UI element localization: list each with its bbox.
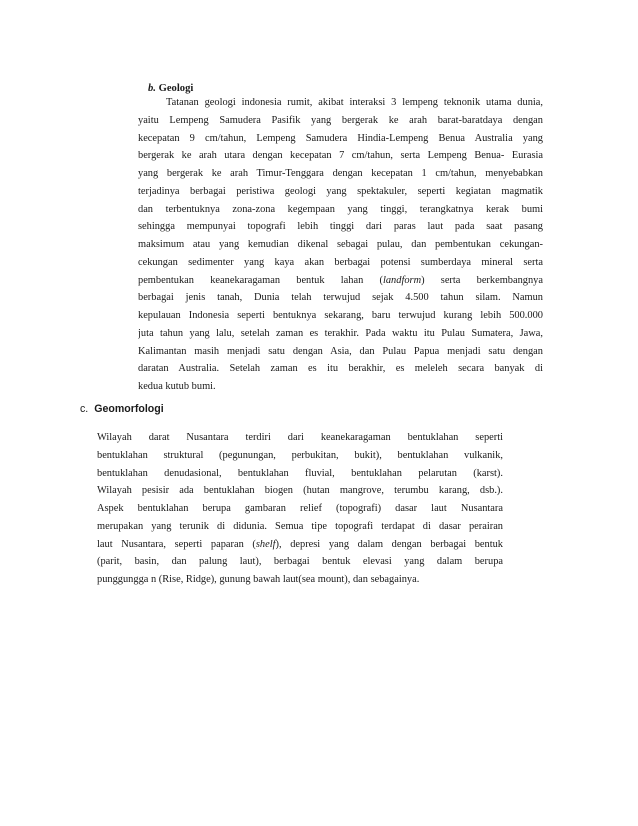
paragraph-line: dan terbentuknya zona-zona kegempaan yang tinggi, terangkatnya kerak bumi: [138, 203, 543, 215]
paragraph-line: Aspek bentuklahan berupa gambaran relief (topografi) dasar laut Nusantara: [97, 503, 503, 514]
paragraph-line: sehingga mempunyai topografi lebih tinggi dari paras laut pada saat pasang: [138, 221, 543, 233]
paragraph-line: Wilayah darat Nusantara terdiri dari keanekaragaman bentuklahan seperti: [97, 432, 503, 443]
section-geomorfologi-heading: [80, 403, 164, 415]
paragraph-line: (parit, basin, dan palung laut), berbagai bentuk elevasi yang dalam berupa: [97, 556, 503, 568]
italic-term: landform: [382, 274, 422, 286]
paragraph-line: daratan Australia. Setelah zaman es itu berakhir, es meleleh secara banyak di: [138, 363, 543, 375]
paragraph-line: punggungga n (Rise, Ridge), gunung bawah laut(sea mount), dan sebagainya.: [97, 574, 420, 585]
paragraph-line: cekungan sedimenter yang kaya akan berbagai potensi sumberdaya mineral serta: [138, 256, 543, 268]
paragraph-line: kepulauan Indonesia seperti bentuknya sekarang, baru terwujud kurang lebih 500.000: [138, 310, 543, 321]
paragraph-line: yang bergerak ke arah Timur-Tenggara dengan kecepatan 1 cm/tahun, menyebabkan: [138, 168, 543, 179]
paragraph-line: yaitu Lempeng Samudera Pasifik yang bergerak ke arah barat-baratdaya dengan: [138, 114, 543, 126]
paragraph-line: berbagai jenis tanah, Dunia telah terwujud sejak 4.500 tahun silam. Namun: [138, 292, 543, 304]
paragraph-line: Kalimantan masih menjadi satu dengan Asia, dan Pulau Papua menjadi satu dengan: [138, 345, 543, 357]
paragraph-line: maksimum atau yang kemudian dikenal sebagai pulau, dan pembentukan cekungan-: [138, 239, 543, 250]
paragraph-line: kecepatan 9 cm/tahun, Lempeng Samudera Hindia-Lempeng Benua Australia yang: [138, 132, 543, 144]
paragraph-line: bentuklahan struktural (pegunungan, perbukitan, bukit), bentuklahan vulkanik,: [97, 449, 503, 461]
section-geomorfologi-letter: c.: [80, 403, 89, 415]
paragraph-line: Tatanan geologi indonesia rumit, akibat interaksi 3 lempeng teknonik utama dunia,: [166, 97, 543, 108]
italic-term: shelf: [255, 538, 276, 550]
section-geologi-letter: b.: [148, 83, 156, 94]
paragraph-line: merupakan yang terunik di didunia. Semua tipe topografi terdapat di dasar perairan: [97, 520, 503, 532]
paragraph-line: pembentukan keanekaragaman bentuk lahan (landform) serta berkembangnya: [138, 274, 543, 286]
paragraph-line: kedua kutub bumi.: [138, 381, 216, 392]
section-geomorfologi-paragraph: [97, 429, 503, 589]
paragraph-line: bentuklahan denudasional, bentuklahan fluvial, bentuklahan pelarutan (karst).: [97, 467, 503, 479]
paragraph-line: laut Nusantara, seperti paparan (shelf), depresi yang dalam dengan berbagai bentuk: [97, 538, 503, 550]
section-geomorfologi-title: Geomorfologi: [94, 403, 164, 415]
section-geologi-title: Geologi: [158, 83, 194, 94]
paragraph-line: bergerak ke arah utara dengan kecepatan 7 cm/tahun, serta Lempeng Benua- Eurasia: [138, 150, 543, 162]
paragraph-line: juta tahun yang lalu, setelah zaman es terakhir. Pada waktu itu Pulau Sumatera, Jawa,: [138, 327, 543, 339]
section-geologi-paragraph: [138, 94, 543, 396]
paragraph-line: Wilayah pesisir ada bentuklahan biogen (hutan mangrove, terumbu karang, dsb.).: [97, 485, 503, 497]
paragraph-line: terjadinya berbagai peristiwa geologi yang spektakuler, seperti kegiatan magmatik: [138, 185, 543, 197]
